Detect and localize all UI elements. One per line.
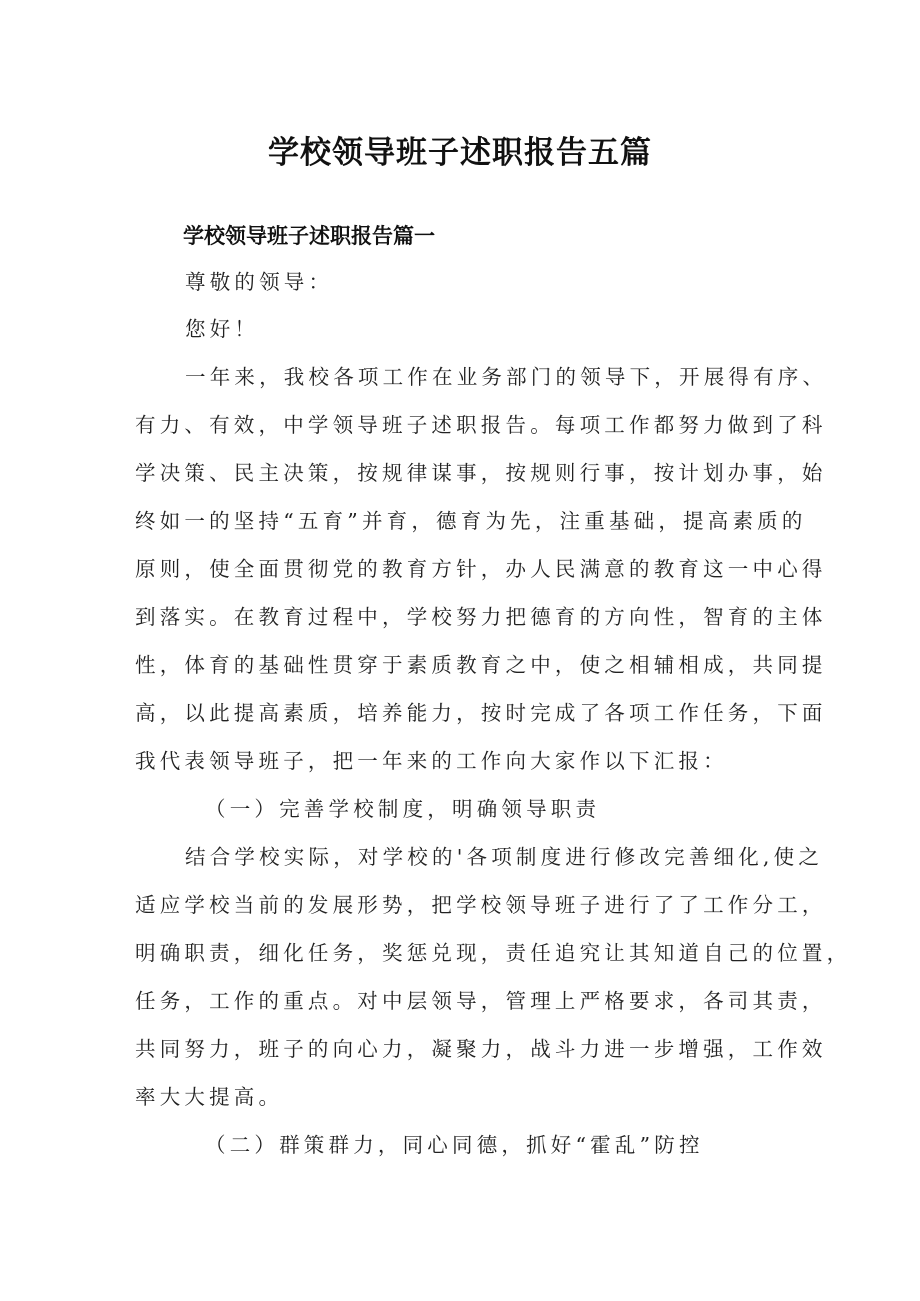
- paragraph-line: 任务，工作的重点。对中层领导，管理上严格要求，各司其责，: [135, 989, 827, 1013]
- paragraph-line: 一年来，我校各项工作在业务部门的领导下，开展得有序、: [185, 365, 828, 389]
- section-heading: 学校领导班子述职报告篇一: [183, 224, 435, 248]
- paragraph-line: 终如一的坚持“五育”并育，德育为先，注重基础，提高素质的: [135, 509, 807, 533]
- document-title: 学校领导班子述职报告五篇: [268, 135, 652, 171]
- paragraph-line: 高，以此提高素质，培养能力，按时完成了各项工作任务，下面: [135, 701, 827, 725]
- subheading-1: （一）完善学校制度，明确领导职责: [205, 797, 601, 821]
- paragraph-line: 共同努力，班子的向心力，凝聚力，战斗力进一步增强，工作效: [135, 1037, 827, 1061]
- subheading-2: （二）群策群力，同心同德，抓好“霍乱”防控: [205, 1133, 704, 1157]
- paragraph-line: 性，体育的基础性贯穿于素质教育之中，使之相辅相成，共同提: [135, 653, 827, 677]
- paragraph-line: 到落实。在教育过程中，学校努力把德育的方向性，智育的主体: [135, 605, 827, 629]
- paragraph-line: 学决策、民主决策，按规律谋事，按规则行事，按计划办事，始: [135, 461, 827, 485]
- paragraph-line: 结合学校实际，对学校的'各项制度进行修改完善细化,使之: [185, 845, 824, 869]
- paragraph-line: 率大大提高。: [135, 1085, 284, 1109]
- salutation: 尊敬的领导：: [185, 270, 334, 294]
- paragraph-line: 有力、有效，中学领导班子述职报告。每项工作都努力做到了科: [135, 413, 827, 437]
- paragraph-line: 明确职责，细化任务，奖惩兑现，责任追究让其知道自己的位置，: [135, 941, 852, 965]
- paragraph-line: 我代表领导班子，把一年来的工作向大家作以下汇报：: [135, 749, 728, 773]
- paragraph-line: 原则，使全面贯彻党的教育方针，办人民满意的教育这一中心得: [135, 557, 827, 581]
- paragraph-line: 适应学校当前的发展形势，把学校领导班子进行了了工作分工，: [135, 893, 827, 917]
- greeting: 您好！: [185, 317, 260, 341]
